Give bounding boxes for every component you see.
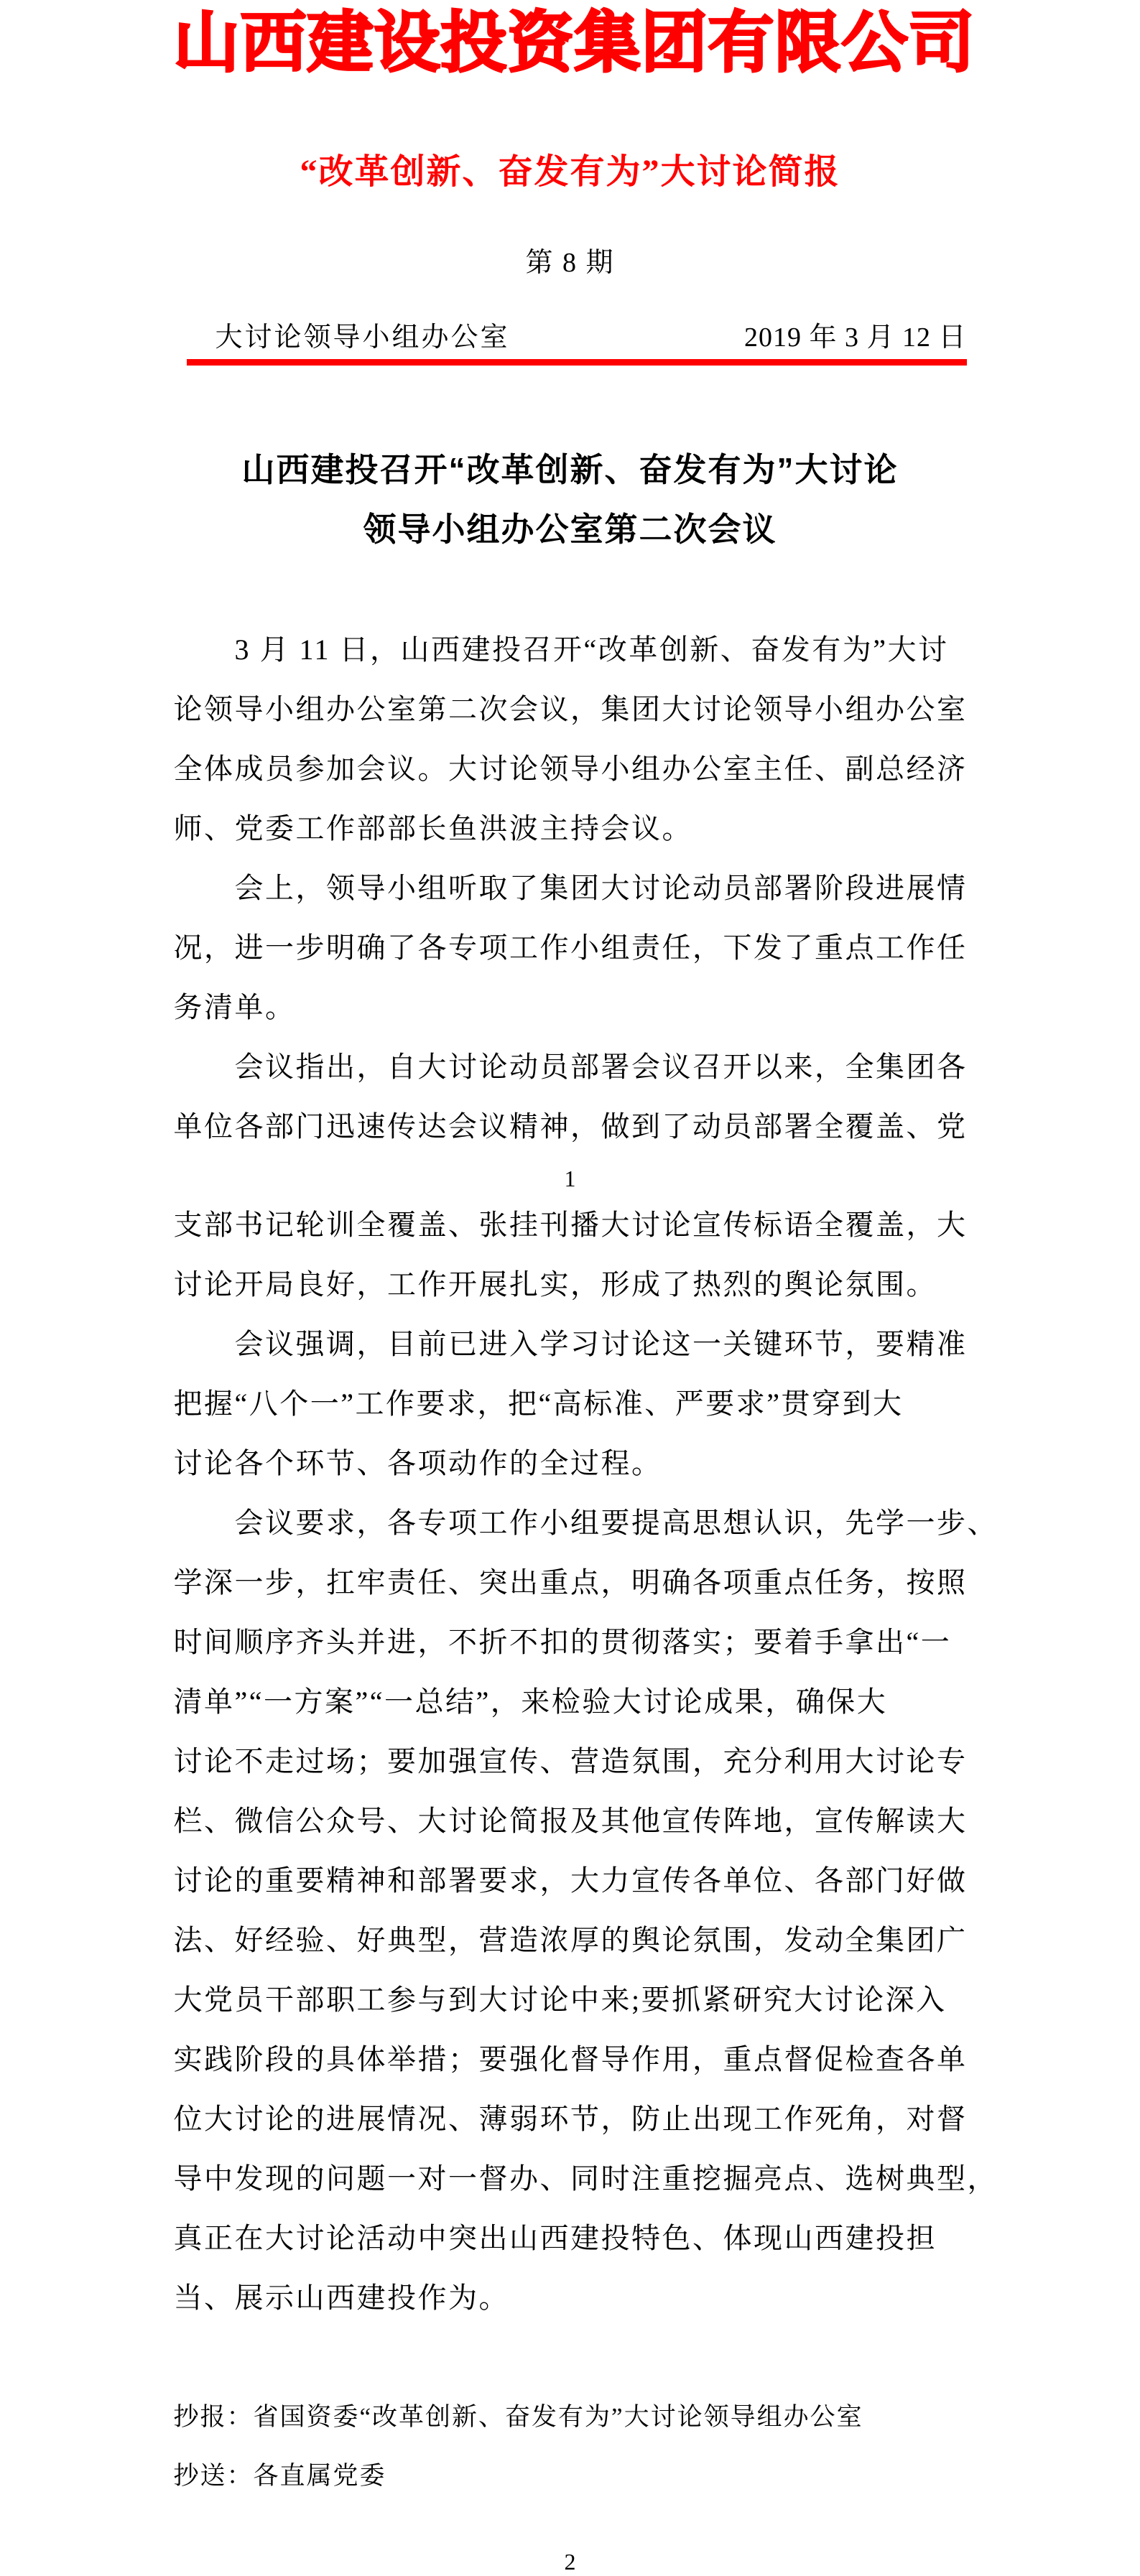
body-line: 会议指出，自大讨论动员部署会议召开以来，全集团各 <box>234 1051 968 1083</box>
masthead-org-title: 山西建设投资集团有限公司 <box>173 6 976 80</box>
issuing-office: 大讨论领导小组办公室 <box>215 322 510 353</box>
body-line: 讨论开局良好，工作开展扎实，形成了热烈的舆论氛围。 <box>173 1268 937 1301</box>
bulletin-content <box>173 4 998 2576</box>
body-line: 会议强调，目前已进入学习讨论这一关键环节，要精准 <box>234 1328 968 1360</box>
body-line: 支部书记轮训全覆盖、张挂刊播大讨论宣传标语全覆盖，大 <box>173 1209 968 1241</box>
body-line: 时间顺序齐头并进，不折不扣的贯彻落实；要着手拿出“一 <box>173 1626 952 1658</box>
copy-send-line: 抄送：各直属党委 <box>173 2462 386 2490</box>
header-red-rule <box>187 359 967 366</box>
article-title-line-2: 领导小组办公室第二次会议 <box>363 511 777 548</box>
body-line: 清单”“一方案”“一总结”，来检验大讨论成果，确保大 <box>173 1685 888 1718</box>
body-line: 务清单。 <box>173 991 296 1023</box>
body-line: 全体成员参加会议。大讨论领导小组办公室主任、副总经济 <box>173 753 968 785</box>
page-number-2: 2 <box>564 2549 576 2575</box>
body-line: 讨论的重要精神和部署要求，大力宣传各单位、各部门好做 <box>173 1864 968 1897</box>
body-line: 况，进一步明确了各专项工作小组责任，下发了重点工作任 <box>173 931 968 964</box>
body-line: 实践阶段的具体举措；要强化督导作用，重点督促检查各单 <box>173 2043 968 2075</box>
distribution-footer <box>174 2388 967 2506</box>
page-number-1: 1 <box>564 1166 576 1191</box>
body-line: 讨论不走过场；要加强宣传、营造氛围，充分利用大讨论专 <box>173 1745 968 1777</box>
body-line: 学深一步，扛牢责任、突出重点，明确各项重点任务，按照 <box>173 1566 968 1599</box>
article-body-page1 <box>174 620 967 1156</box>
body-line: 3 月 11 日，山西建投召开“改革创新、奋发有为”大讨 <box>234 633 949 666</box>
body-line: 位大讨论的进展情况、薄弱环节，防止出现工作死角，对督 <box>173 2103 968 2135</box>
body-line: 当、展示山西建投作为。 <box>173 2282 509 2314</box>
bulletin-subtitle: “改革创新、奋发有为”大讨论简报 <box>300 153 840 191</box>
body-line: 真正在大讨论活动中突出山西建投特色、体现山西建投担 <box>173 2222 937 2254</box>
body-line: 把握“八个一”工作要求，把“高标准、严要求”贯穿到大 <box>173 1387 904 1420</box>
body-line: 师、党委工作部部长鱼洪波主持会议。 <box>173 812 692 845</box>
article-title-line-1: 山西建投召开“改革创新、奋发有为”大讨论 <box>241 451 899 488</box>
issue-date: 2019 年 3 月 12 日 <box>743 322 967 353</box>
body-line: 讨论各个环节、各项动作的全过程。 <box>173 1447 662 1479</box>
body-line: 栏、微信公众号、大讨论简报及其他宣传阵地，宣传解读大 <box>173 1805 968 1837</box>
body-line: 论领导小组办公室第二次会议，集团大讨论领导小组办公室 <box>173 693 968 725</box>
article-title <box>174 440 967 559</box>
copy-report-line: 抄报：省国资委“改革创新、奋发有为”大讨论领导组办公室 <box>173 2403 863 2431</box>
issue-number: 第 8 期 <box>525 248 615 278</box>
issuing-info-row <box>174 320 967 355</box>
body-line: 会议要求，各专项工作小组要提高思想认识，先学一步、 <box>234 1507 998 1539</box>
body-line: 导中发现的问题一对一督办、同时注重挖掘亮点、选树典型， <box>173 2162 998 2195</box>
body-line: 大党员干部职工参与到大讨论中来;要抓紧研究大讨论深入 <box>173 1984 947 2016</box>
body-line: 法、好经验、好典型，营造浓厚的舆论氛围，发动全集团广 <box>173 1924 968 1956</box>
article-body-page2 <box>173 1195 998 2328</box>
body-line: 单位各部门迅速传达会议精神，做到了动员部署全覆盖、党 <box>173 1110 968 1143</box>
body-line: 会上，领导小组听取了集团大讨论动员部署阶段进展情 <box>234 872 968 904</box>
